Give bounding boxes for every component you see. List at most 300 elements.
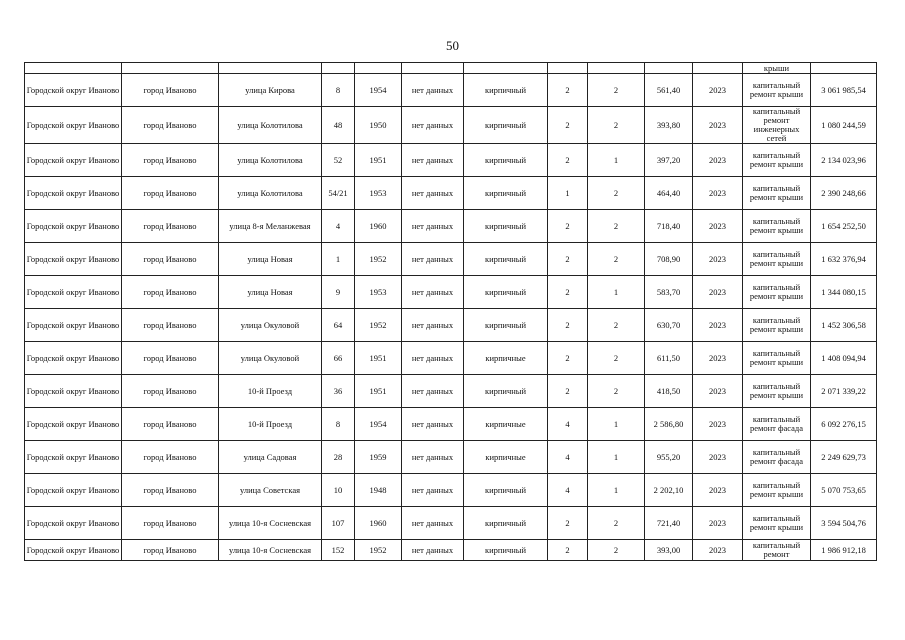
- street-cell: [219, 309, 322, 342]
- plan-year-cell: [693, 144, 743, 177]
- floors-text: 2: [565, 287, 570, 297]
- street-cell: [219, 408, 322, 441]
- street-text: улица 10-я Сосневская: [228, 518, 312, 528]
- wall-material-text: кирпичный: [484, 485, 527, 495]
- wall-material-cell: [464, 375, 548, 408]
- area-text: 718,40: [656, 221, 681, 231]
- city-text: город Иваново: [143, 545, 197, 555]
- work-type-cell: [743, 474, 811, 507]
- year-built-cell: [355, 342, 402, 375]
- floors-cell: [548, 441, 588, 474]
- plan-year-text: 2023: [709, 188, 726, 198]
- area-cell: [645, 441, 693, 474]
- table-row: [25, 309, 877, 342]
- city-text: город Иваново: [143, 221, 197, 231]
- area-text: 721,40: [656, 518, 681, 528]
- extra-info-cell: [402, 474, 464, 507]
- district-text: Городской округ Иваново: [26, 386, 120, 396]
- extra-info-cell: [402, 309, 464, 342]
- street-text: улица 10-я Сосневская: [228, 545, 312, 555]
- cost-text: 1 344 080,15: [821, 287, 866, 297]
- city-cell: [122, 408, 219, 441]
- street-cell: [219, 144, 322, 177]
- street-text: 10-й Проезд: [247, 386, 293, 396]
- entrances-text: 1: [613, 419, 619, 429]
- extra-info-cell: [402, 540, 464, 561]
- plan-year-cell: [693, 107, 743, 144]
- district-text: Городской округ Иваново: [26, 353, 120, 363]
- housing-repair-table: [24, 62, 877, 561]
- cost-cell: [811, 441, 877, 474]
- work-type-cell: [743, 309, 811, 342]
- district-text: Городской округ Иваново: [26, 452, 120, 462]
- cost-text: 1 986 912,18: [821, 545, 866, 555]
- plan-year-text: 2023: [709, 221, 726, 231]
- extra-info-text: нет данных: [411, 353, 454, 363]
- work-type-cell: [743, 342, 811, 375]
- plan-year-cell: [693, 375, 743, 408]
- city-cell: [122, 276, 219, 309]
- table-row: [25, 540, 877, 561]
- cost-cell: [811, 540, 877, 561]
- work-type-text: капитальный ремонт крыши: [749, 151, 804, 169]
- table-row: [25, 243, 877, 276]
- year-built-text: 1959: [369, 452, 387, 462]
- area-cell: [645, 507, 693, 540]
- work-type-cell: [743, 177, 811, 210]
- house-number-cell: [322, 474, 355, 507]
- wall-material-text: кирпичный: [484, 320, 527, 330]
- house-number-cell: [322, 309, 355, 342]
- floors-cell: [548, 74, 588, 107]
- cost-text: 2 134 023,96: [821, 155, 866, 165]
- year-built-cell: [355, 144, 402, 177]
- wall-material-text: кирпичный: [484, 155, 527, 165]
- year-built-text: 1953: [369, 287, 387, 297]
- district-cell: [25, 408, 122, 441]
- cost-text: 1 408 094,94: [821, 353, 866, 363]
- floors-cell: [548, 210, 588, 243]
- year-built-text: 1952: [369, 545, 387, 555]
- street-cell: [219, 177, 322, 210]
- year-built-cell: [355, 309, 402, 342]
- floors-cell: [548, 243, 588, 276]
- wall-material-cell: [464, 408, 548, 441]
- plan-year-cell: [693, 276, 743, 309]
- area-text: 393,80: [656, 120, 681, 130]
- city-text: город Иваново: [143, 155, 197, 165]
- plan-year-cell: [693, 540, 743, 561]
- entrances-cell: [588, 540, 645, 561]
- area-text: 611,50: [656, 353, 681, 363]
- plan-year-cell: [693, 243, 743, 276]
- street-text: улица Советская: [239, 485, 301, 495]
- area-text: 2 586,80: [653, 419, 684, 429]
- table-row: [25, 74, 877, 107]
- floors-cell: [548, 144, 588, 177]
- table-row: [25, 107, 877, 144]
- wall-material-cell: [464, 276, 548, 309]
- area-cell: [645, 309, 693, 342]
- work-type-cell: [743, 276, 811, 309]
- street-cell: [219, 507, 322, 540]
- work-type-text: капитальный ремонт крыши: [749, 349, 804, 367]
- area-cell: [645, 107, 693, 144]
- work-type-text: капитальный ремонт крыши: [749, 316, 804, 334]
- work-type-cell: крыши: [743, 63, 811, 74]
- year-built-text: 1948: [369, 485, 387, 495]
- year-built-text: 1954: [369, 419, 387, 429]
- wall-material-text: кирпичный: [484, 188, 527, 198]
- house-number-cell: [322, 441, 355, 474]
- year-built-text: 1954: [369, 85, 387, 95]
- wall-material-text: кирпичные: [485, 419, 526, 429]
- extra-info-cell: [402, 375, 464, 408]
- house-number-text: 8: [335, 419, 341, 429]
- wall-material-text: кирпичный: [484, 386, 527, 396]
- cost-text: 6 092 276,15: [821, 419, 866, 429]
- year-built-text: 1951: [369, 353, 387, 363]
- city-cell: [122, 74, 219, 107]
- wall-material-text: кирпичный: [484, 85, 527, 95]
- wall-material-cell: [464, 540, 548, 561]
- table-row: [25, 210, 877, 243]
- entrances-text: 1: [613, 155, 619, 165]
- city-cell: [122, 309, 219, 342]
- city-text: город Иваново: [143, 386, 197, 396]
- entrances-text: 1: [613, 452, 619, 462]
- work-type-text: капитальный ремонт крыши: [749, 283, 804, 301]
- house-number-text: 36: [333, 386, 343, 396]
- wall-material-cell: [464, 74, 548, 107]
- continued-row: [25, 63, 877, 74]
- district-cell: [25, 276, 122, 309]
- wall-material-cell: [464, 210, 548, 243]
- house-number-text: 152: [331, 545, 345, 555]
- city-text: город Иваново: [143, 120, 197, 130]
- extra-info-text: нет данных: [411, 287, 454, 297]
- extra-info-cell: [402, 441, 464, 474]
- table-row: [25, 408, 877, 441]
- area-text: 393,00: [656, 545, 681, 555]
- entrances-text: 2: [613, 120, 619, 130]
- house-number-text: 64: [333, 320, 343, 330]
- year-built-cell: [355, 441, 402, 474]
- entrances-text: 2: [613, 85, 619, 95]
- page-number: 50: [446, 38, 459, 53]
- cost-cell: [811, 210, 877, 243]
- district-text: Городской округ Иваново: [26, 518, 120, 528]
- area-cell: [645, 243, 693, 276]
- area-text: 397,20: [656, 155, 681, 165]
- wall-material-cell: [464, 177, 548, 210]
- plan-year-text: 2023: [709, 254, 726, 264]
- area-cell: [645, 375, 693, 408]
- plan-year-text: 2023: [709, 485, 726, 495]
- area-cell: [645, 177, 693, 210]
- wall-material-text: кирпичный: [484, 120, 527, 130]
- area-cell: [645, 144, 693, 177]
- work-type-text: капитальный ремонт: [752, 541, 801, 559]
- year-built-cell: [355, 540, 402, 561]
- city-text: город Иваново: [143, 254, 197, 264]
- work-type-cell: [743, 375, 811, 408]
- floors-cell: [548, 507, 588, 540]
- district-text: Городской округ Иваново: [26, 221, 120, 231]
- house-number-text: 8: [335, 85, 341, 95]
- city-text: город Иваново: [143, 518, 197, 528]
- house-number-text: 9: [335, 287, 341, 297]
- cost-cell: [811, 342, 877, 375]
- cost-text: 3 061 985,54: [821, 85, 866, 95]
- area-text: 418,50: [656, 386, 681, 396]
- year-built-cell: [355, 474, 402, 507]
- entrances-cell: [588, 309, 645, 342]
- street-cell: [219, 342, 322, 375]
- district-text: Городской округ Иваново: [26, 188, 120, 198]
- extra-info-text: нет данных: [411, 545, 454, 555]
- area-cell: [645, 74, 693, 107]
- plan-year-text: 2023: [709, 353, 726, 363]
- plan-year-text: 2023: [709, 85, 726, 95]
- year-built-text: 1953: [369, 188, 387, 198]
- area-cell: [645, 210, 693, 243]
- area-text: 583,70: [656, 287, 681, 297]
- district-text: Городской округ Иваново: [26, 320, 120, 330]
- street-cell: [219, 474, 322, 507]
- street-cell: [219, 243, 322, 276]
- house-number-cell: [322, 408, 355, 441]
- work-type-text: капитальный ремонт крыши: [749, 217, 804, 235]
- city-text: город Иваново: [143, 485, 197, 495]
- floors-cell: [548, 540, 588, 561]
- cost-cell: [811, 177, 877, 210]
- year-built-text: 1951: [369, 155, 387, 165]
- district-cell: [25, 74, 122, 107]
- entrances-cell: [588, 375, 645, 408]
- year-built-text: 1952: [369, 320, 387, 330]
- cost-cell: [811, 507, 877, 540]
- floors-cell: [548, 309, 588, 342]
- year-built-cell: [355, 507, 402, 540]
- area-text: 561,40: [656, 85, 681, 95]
- plan-year-text: 2023: [709, 287, 726, 297]
- district-text: Городской округ Иваново: [26, 485, 120, 495]
- extra-info-cell: [402, 276, 464, 309]
- area-text: 630,70: [656, 320, 681, 330]
- city-text: город Иваново: [143, 85, 197, 95]
- city-text: город Иваново: [143, 452, 197, 462]
- floors-text: 2: [565, 320, 570, 330]
- street-text: улица Колотилова: [237, 188, 303, 198]
- floors-text: 2: [565, 545, 570, 555]
- cost-text: 1 654 252,50: [821, 221, 866, 231]
- street-cell: [219, 210, 322, 243]
- floors-cell: [548, 375, 588, 408]
- wall-material-cell: [464, 144, 548, 177]
- floors-text: 2: [565, 221, 570, 231]
- floors-cell: [548, 177, 588, 210]
- plan-year-text: 2023: [709, 120, 726, 130]
- house-number-cell: [322, 507, 355, 540]
- entrances-cell: [588, 243, 645, 276]
- work-type-text: капитальный ремонт крыши: [749, 514, 804, 532]
- extra-info-cell: [402, 74, 464, 107]
- work-type-cell: [743, 507, 811, 540]
- year-built-text: 1952: [369, 254, 387, 264]
- district-text: Городской округ Иваново: [26, 287, 120, 297]
- house-number-cell: [322, 177, 355, 210]
- entrances-text: 1: [613, 287, 619, 297]
- table-row: [25, 375, 877, 408]
- work-type-text: капитальный ремонт фасада: [749, 448, 804, 466]
- district-cell: [25, 342, 122, 375]
- work-type-text: капитальный ремонт крыши: [749, 481, 804, 499]
- plan-year-text: 2023: [709, 452, 726, 462]
- wall-material-text: кирпичный: [484, 518, 527, 528]
- district-text: Городской округ Иваново: [26, 545, 120, 555]
- street-cell: [219, 107, 322, 144]
- house-number-text: 48: [333, 120, 343, 130]
- plan-year-text: 2023: [709, 419, 726, 429]
- district-cell: [25, 107, 122, 144]
- year-built-cell: [355, 107, 402, 144]
- area-cell: [645, 540, 693, 561]
- house-number-text: 10: [333, 485, 343, 495]
- table-row: [25, 441, 877, 474]
- cost-text: 2 249 629,73: [821, 452, 866, 462]
- year-built-text: 1960: [369, 518, 387, 528]
- city-cell: [122, 474, 219, 507]
- street-text: улица Садовая: [243, 452, 297, 462]
- floors-cell: [548, 408, 588, 441]
- wall-material-cell: [464, 474, 548, 507]
- house-number-cell: [322, 144, 355, 177]
- extra-info-cell: [402, 507, 464, 540]
- wall-material-cell: [464, 243, 548, 276]
- extra-info-text: нет данных: [411, 85, 454, 95]
- cost-cell: [811, 144, 877, 177]
- cost-cell: [811, 74, 877, 107]
- floors-text: 2: [565, 85, 570, 95]
- cost-text: 1 632 376,94: [821, 254, 866, 264]
- city-text: город Иваново: [143, 353, 197, 363]
- city-cell: [122, 243, 219, 276]
- area-cell: [645, 342, 693, 375]
- extra-info-cell: [402, 177, 464, 210]
- cost-text: 2 390 248,66: [821, 188, 866, 198]
- year-built-cell: [355, 408, 402, 441]
- house-number-text: 54/21: [328, 188, 348, 198]
- floors-cell: [548, 342, 588, 375]
- year-built-text: 1951: [369, 386, 387, 396]
- street-text: улица Новая: [247, 287, 293, 297]
- plan-year-text: 2023: [709, 518, 726, 528]
- extra-info-text: нет данных: [411, 221, 454, 231]
- plan-year-cell: [693, 507, 743, 540]
- street-text: улица Кирова: [245, 85, 295, 95]
- entrances-text: 2: [613, 188, 619, 198]
- work-type-cell: [743, 408, 811, 441]
- work-type-cell: [743, 107, 811, 144]
- floors-text: 4: [565, 452, 570, 462]
- extra-info-text: нет данных: [411, 188, 454, 198]
- year-built-text: 1950: [369, 120, 387, 130]
- extra-info-text: нет данных: [411, 386, 454, 396]
- floors-text: 2: [565, 120, 570, 130]
- extra-info-cell: [402, 210, 464, 243]
- district-text: Городской округ Иваново: [26, 85, 120, 95]
- city-text: город Иваново: [143, 320, 197, 330]
- floors-text: 2: [565, 518, 570, 528]
- area-text: 2 202,10: [653, 485, 684, 495]
- wall-material-cell: [464, 441, 548, 474]
- work-type-cell: [743, 441, 811, 474]
- entrances-cell: [588, 507, 645, 540]
- entrances-cell: [588, 276, 645, 309]
- district-cell: [25, 375, 122, 408]
- year-built-cell: [355, 276, 402, 309]
- street-text: улица 8-я Меланжевая: [229, 221, 311, 231]
- street-cell: [219, 540, 322, 561]
- plan-year-text: 2023: [709, 155, 726, 165]
- extra-info-cell: [402, 342, 464, 375]
- city-cell: [122, 107, 219, 144]
- house-number-cell: [322, 74, 355, 107]
- house-number-text: 1: [335, 254, 341, 264]
- entrances-text: 2: [613, 545, 619, 555]
- entrances-text: 1: [613, 485, 619, 495]
- city-cell: [122, 342, 219, 375]
- floors-text: 2: [565, 155, 570, 165]
- extra-info-text: нет данных: [411, 320, 454, 330]
- area-text: 464,40: [656, 188, 681, 198]
- table-row: [25, 144, 877, 177]
- house-number-text: 52: [333, 155, 343, 165]
- extra-info-text: нет данных: [411, 254, 454, 264]
- work-type-text: капитальный ремонт крыши: [749, 382, 804, 400]
- house-number-text: 66: [333, 353, 343, 363]
- city-cell: [122, 540, 219, 561]
- table-row: [25, 276, 877, 309]
- entrances-text: 2: [613, 518, 619, 528]
- work-type-cell: [743, 74, 811, 107]
- plan-year-cell: [693, 474, 743, 507]
- plan-year-cell: [693, 74, 743, 107]
- plan-year-text: 2023: [709, 320, 726, 330]
- house-number-cell: [322, 276, 355, 309]
- floors-text: 2: [565, 353, 570, 363]
- extra-info-cell: [402, 144, 464, 177]
- work-type-cell: [743, 144, 811, 177]
- cost-cell: [811, 408, 877, 441]
- plan-year-cell: [693, 408, 743, 441]
- entrances-cell: [588, 408, 645, 441]
- extra-info-cell: [402, 243, 464, 276]
- floors-text: 1: [565, 188, 570, 198]
- district-cell: [25, 210, 122, 243]
- house-number-cell: [322, 375, 355, 408]
- plan-year-cell: [693, 177, 743, 210]
- cost-text: 3 594 504,76: [821, 518, 866, 528]
- district-cell: [25, 441, 122, 474]
- extra-info-cell: [402, 107, 464, 144]
- year-built-cell: [355, 375, 402, 408]
- wall-material-text: кирпичный: [484, 545, 527, 555]
- floors-cell: [548, 107, 588, 144]
- work-type-text: капитальный ремонт крыши: [749, 184, 804, 202]
- work-type-text: капитальный ремонт крыши: [749, 81, 804, 99]
